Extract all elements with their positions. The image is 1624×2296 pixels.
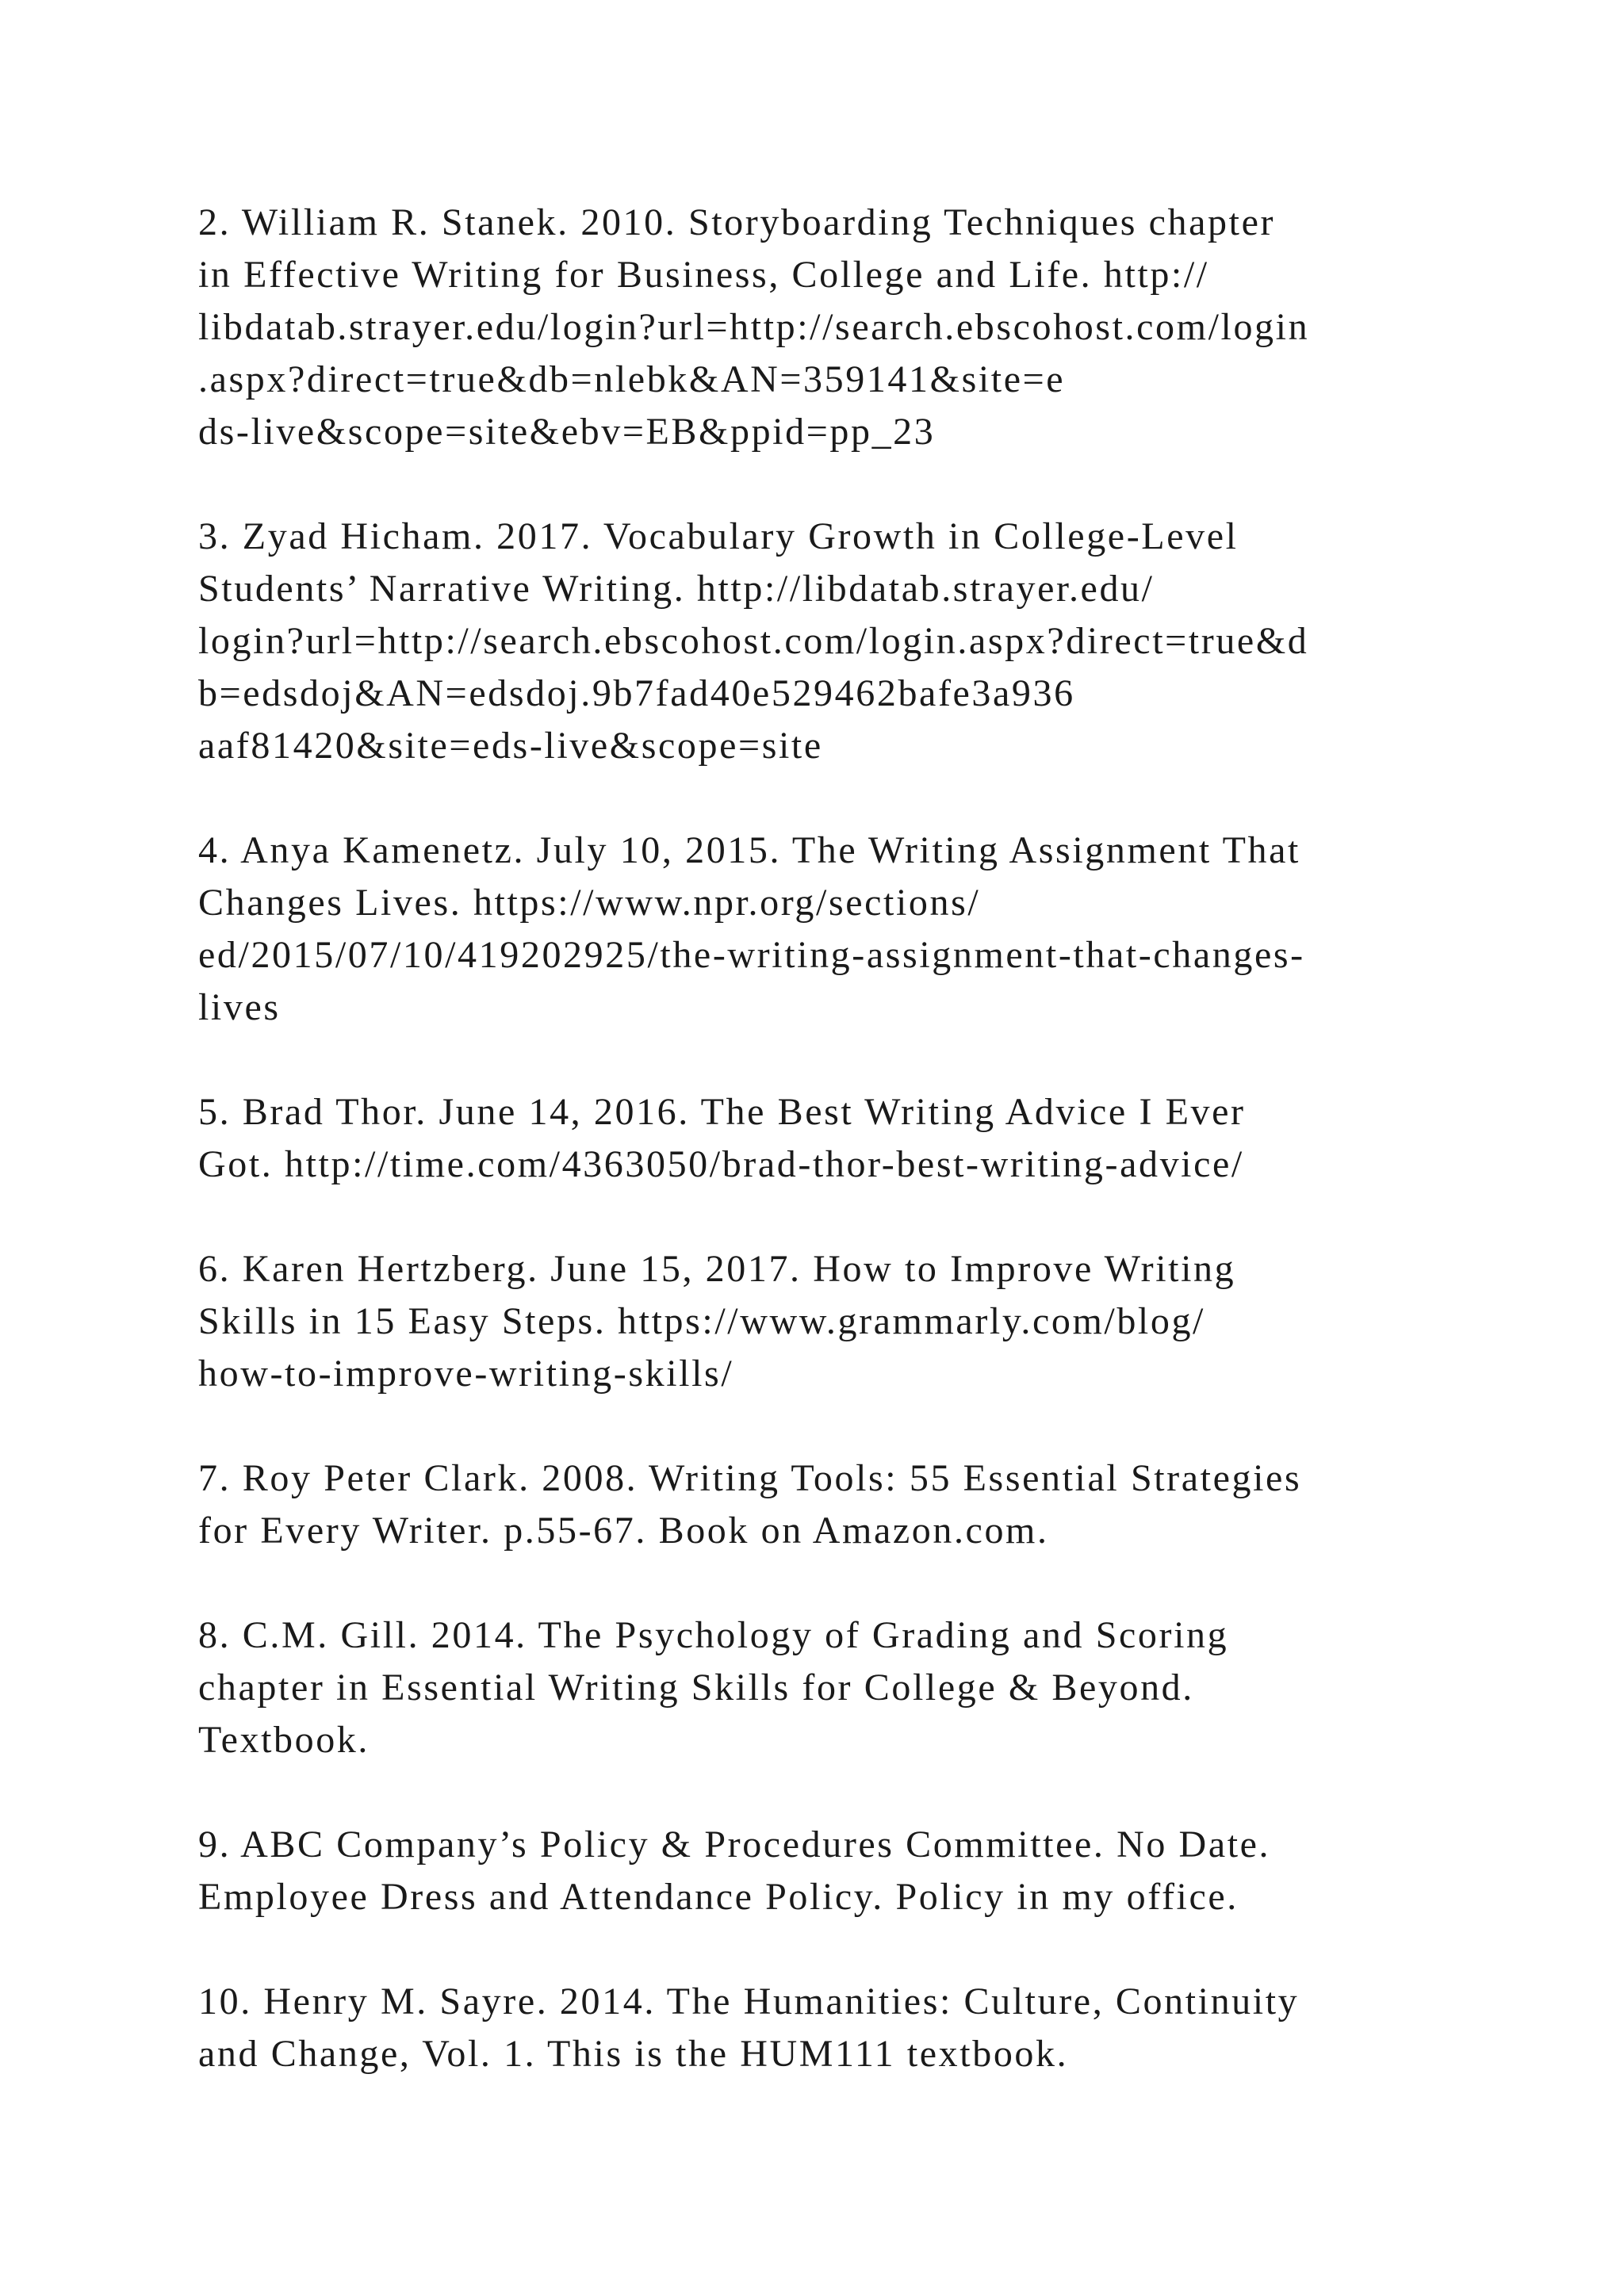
reference-line: .aspx?direct=true&db=nlebk&AN=359141&site=e xyxy=(198,358,1066,400)
reference-line: for Every Writer. p.55-67. Book on Amazon.com. xyxy=(198,1510,1049,1552)
reference-line: 2. William R. Stanek. 2010. Storyboarding Techniques chapter xyxy=(198,201,1276,243)
reference-list xyxy=(198,197,1435,2133)
reference-line: Got. http://time.com/4363050/brad-thor-best-writing-advice/ xyxy=(198,1143,1244,1185)
reference-item-10 xyxy=(198,1976,1435,2080)
reference-line: ed/2015/07/10/419202925/the-writing-assignment-that-changes- xyxy=(198,934,1305,976)
reference-line: aaf81420&site=eds-live&scope=site xyxy=(198,725,823,767)
reference-item-5 xyxy=(198,1086,1435,1191)
reference-line: 4. Anya Kamenetz. July 10, 2015. The Writing Assignment That xyxy=(198,829,1300,871)
reference-line: lives xyxy=(198,986,281,1028)
reference-line: 8. C.M. Gill. 2014. The Psychology of Grading and Scoring xyxy=(198,1614,1229,1656)
reference-item-8 xyxy=(198,1609,1435,1766)
reference-line: b=edsdoj&AN=edsdoj.9b7fad40e529462bafe3a936 xyxy=(198,672,1075,714)
reference-line: 6. Karen Hertzberg. June 15, 2017. How to Improve Writing xyxy=(198,1248,1236,1290)
reference-line: 9. ABC Company’s Policy & Procedures Committee. No Date. xyxy=(198,1823,1271,1866)
reference-line: Textbook. xyxy=(198,1719,370,1761)
reference-line: Skills in 15 Easy Steps. https://www.grammarly.com/blog/ xyxy=(198,1300,1205,1342)
reference-line: Changes Lives. https://www.npr.org/sections/ xyxy=(198,882,981,924)
reference-item-7 xyxy=(198,1452,1435,1557)
reference-item-2 xyxy=(198,197,1435,458)
reference-line: login?url=http://search.ebscohost.com/login.aspx?direct=true&d xyxy=(198,620,1309,662)
reference-line: Students’ Narrative Writing. http://libdatab.strayer.edu/ xyxy=(198,568,1155,610)
reference-item-9 xyxy=(198,1819,1435,1923)
reference-line: in Effective Writing for Business, College and Life. http:// xyxy=(198,254,1209,296)
reference-item-4 xyxy=(198,825,1435,1034)
reference-line: libdatab.strayer.edu/login?url=http://search.ebscohost.com/login xyxy=(198,306,1310,348)
reference-line: and Change, Vol. 1. This is the HUM111 textbook. xyxy=(198,2033,1069,2075)
reference-line: 5. Brad Thor. June 14, 2016. The Best Writing Advice I Ever xyxy=(198,1091,1246,1133)
reference-line: 7. Roy Peter Clark. 2008. Writing Tools: 55 Essential Strategies xyxy=(198,1457,1302,1499)
reference-line: ds-live&scope=site&ebv=EB&ppid=pp_23 xyxy=(198,411,936,453)
reference-line: Employee Dress and Attendance Policy. Policy in my office. xyxy=(198,1876,1239,1918)
reference-item-3 xyxy=(198,511,1435,772)
reference-item-6 xyxy=(198,1243,1435,1400)
reference-line: chapter in Essential Writing Skills for College & Beyond. xyxy=(198,1667,1194,1709)
reference-line: 3. Zyad Hicham. 2017. Vocabulary Growth in College-Level xyxy=(198,515,1239,557)
reference-line: how-to-improve-writing-skills/ xyxy=(198,1353,734,1395)
reference-line: 10. Henry M. Sayre. 2014. The Humanities: Culture, Continuity xyxy=(198,1980,1300,2022)
